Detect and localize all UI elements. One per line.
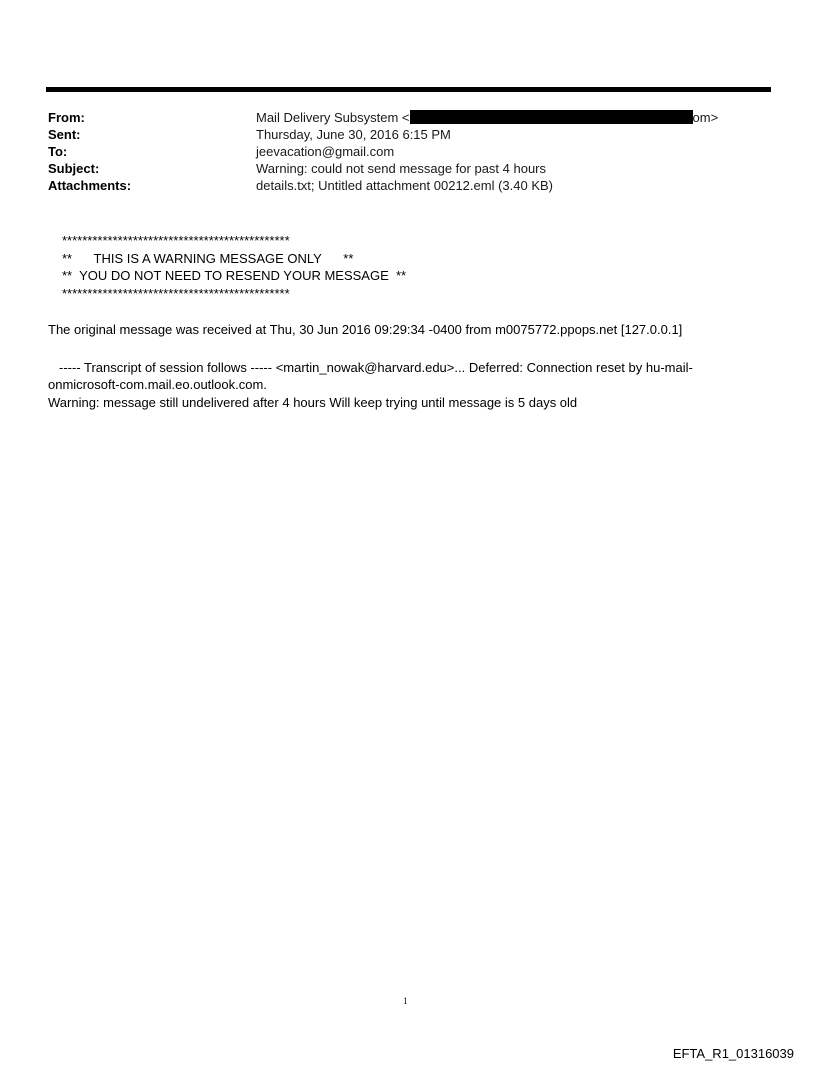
from-value (256, 110, 718, 126)
banner-line-1: ********************************************* (62, 233, 290, 248)
redaction-bar (410, 110, 693, 124)
from-label: From: (48, 110, 85, 125)
header-rule (46, 87, 771, 92)
warning-line: Warning: message still undelivered after 4 hours Will keep trying until message is 5 days old (48, 395, 578, 410)
from-prefix: Mail Delivery Subsystem < (256, 110, 410, 125)
banner-line-2: ** THIS IS A WARNING MESSAGE ONLY ** (62, 251, 354, 266)
received-line: The original message was received at Thu, 30 Jun 2016 09:29:34 -0400 from m0075772.ppops.net [127.0.0.1] (48, 322, 683, 337)
transcript-line-2: onmicrosoft-com.mail.eo.outlook.com. (48, 377, 267, 392)
banner-line-3: ** YOU DO NOT NEED TO RESEND YOUR MESSAGE ** (62, 268, 407, 283)
attachments-value: details.txt; Untitled attachment 00212.eml (3.40 KB) (256, 178, 553, 193)
attachments-label: Attachments: (48, 178, 132, 193)
sent-label: Sent: (48, 127, 81, 142)
to-value: jeevacation@gmail.com (256, 144, 395, 159)
sent-value: Thursday, June 30, 2016 6:15 PM (256, 127, 451, 142)
transcript-line-1: ----- Transcript of session follows ----- <martin_nowak@harvard.edu>... Deferred: Connection reset by hu-mail- (59, 360, 693, 375)
subject-label: Subject: (48, 161, 100, 176)
bates-number: EFTA_R1_01316039 (672, 1046, 794, 1061)
subject-value: Warning: could not send message for past 4 hours (256, 161, 547, 176)
from-suffix: om> (692, 110, 719, 125)
page-number: 1 (403, 996, 408, 1006)
banner-line-4: ********************************************* (62, 286, 290, 301)
to-label: To: (48, 144, 68, 159)
